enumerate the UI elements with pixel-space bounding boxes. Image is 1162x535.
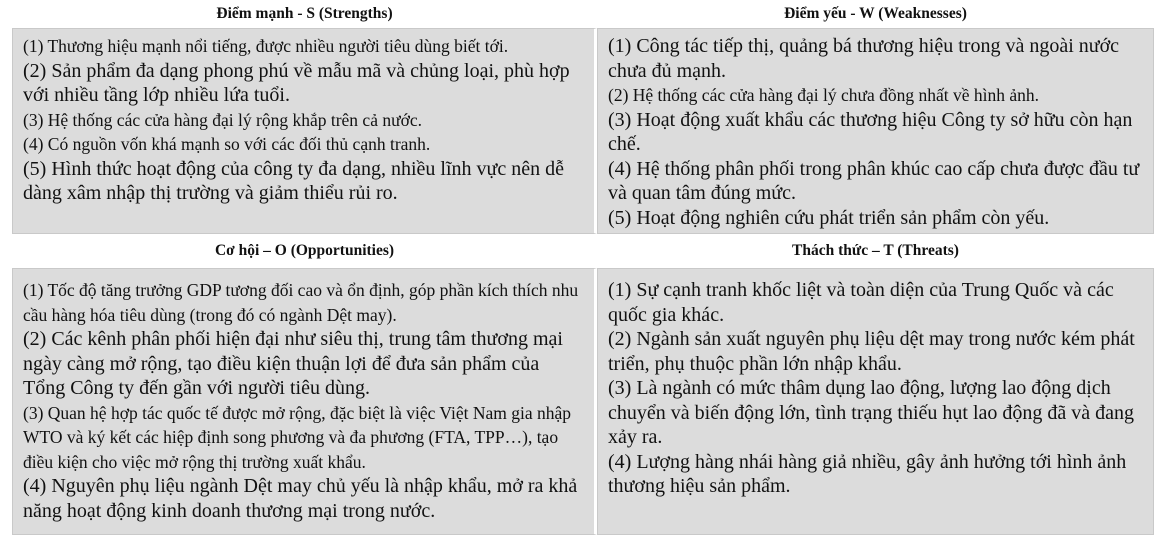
strengths-cell — [12, 28, 597, 234]
opportunity-item-4: (4) Nguyên phụ liệu ngành Dệt may chủ yếu là nhập khẩu, mở ra khả năng hoạt động kinh doanh thương mại trong nước. — [23, 475, 578, 522]
weaknesses-header: Điểm yếu - W (Weaknesses) — [597, 0, 1154, 28]
threats-cell — [597, 268, 1154, 535]
weakness-item-1: (1) Công tác tiếp thị, quảng bá thương hiệu trong và ngoài nước chưa đủ mạnh. — [608, 35, 1120, 82]
weakness-item-3: (3) Hoạt động xuất khẩu các thương hiệu Công ty sở hữu còn hạn chế. — [608, 108, 1133, 155]
opportunity-item-1: (1) Tốc độ tăng trưởng GDP tương đối cao và ổn định, góp phần kích thích nhu cầu hàng hóa tiêu dùng (trong đó có ngành Dệt may). — [23, 280, 579, 325]
opportunity-item-2: (2) Các kênh phân phối hiện đại như siêu thị, trung tâm thương mại ngày càng mở rộng, tạo điều kiện thuận lợi để đưa sản phẩm của Tổng Công ty đến gần với người tiêu dùng. — [23, 328, 563, 399]
strength-item-2: (2) Sản phẩm đa dạng phong phú về mẫu mã và chủng loại, phù hợp với nhiều tầng lớp nhiều lứa tuổi. — [23, 59, 570, 106]
strengths-header: Điểm mạnh - S (Strengths) — [12, 0, 597, 28]
weakness-item-5: (5) Hoạt động nghiên cứu phát triển sản phẩm còn yếu. — [608, 206, 1050, 229]
swot-table — [12, 0, 1154, 535]
threat-item-2: (2) Ngành sản xuất nguyên phụ liệu dệt may trong nước kém phát triển, phụ thuộc phần lớn nhập khẩu. — [608, 328, 1135, 375]
strength-item-5: (5) Hình thức hoạt động của công ty đa dạng, nhiều lĩnh vực nên dễ dàng xâm nhập thị trường và giảm thiểu rủi ro. — [23, 157, 564, 204]
opportunities-cell — [12, 268, 597, 535]
weaknesses-cell — [597, 28, 1154, 234]
opportunity-item-3: (3) Quan hệ hợp tác quốc tế được mở rộng, đặc biệt là việc Việt Nam gia nhập WTO và ký kết các hiệp định song phương và đa phương (FTA, TPP…), tạo điều kiện cho việc mở rộng thị trường xuất khẩu. — [23, 402, 572, 472]
threat-item-4: (4) Lượng hàng nhái hàng giả nhiều, gây ảnh hưởng tới hình ảnh thương hiệu sản phẩm. — [608, 450, 1127, 497]
strength-item-3: (3) Hệ thống các cửa hàng đại lý rộng khắp trên cả nước. — [23, 109, 422, 130]
strength-item-4: (4) Có nguồn vốn khá mạnh so với các đối thủ cạnh tranh. — [23, 134, 431, 154]
threat-item-1: (1) Sự cạnh tranh khốc liệt và toàn diện của Trung Quốc và các quốc gia khác. — [608, 279, 1114, 326]
strength-item-1: (1) Thương hiệu mạnh nổi tiếng, được nhiều người tiêu dùng biết tới. — [23, 36, 509, 56]
opportunities-header: Cơ hội – O (Opportunities) — [12, 234, 597, 268]
threats-header: Thách thức – T (Threats) — [597, 234, 1154, 268]
weakness-item-4: (4) Hệ thống phân phối trong phân khúc cao cấp chưa được đầu tư và quan tâm đúng mức. — [608, 157, 1140, 204]
weakness-item-2: (2) Hệ thống các cửa hàng đại lý chưa đồng nhất về hình ảnh. — [608, 85, 1040, 105]
threat-item-3: (3) Là ngành có mức thâm dụng lao động, lượng lao động dịch chuyển và biến động lớn, tình trạng thiếu hụt lao động đã và đang xảy ra. — [608, 377, 1135, 448]
